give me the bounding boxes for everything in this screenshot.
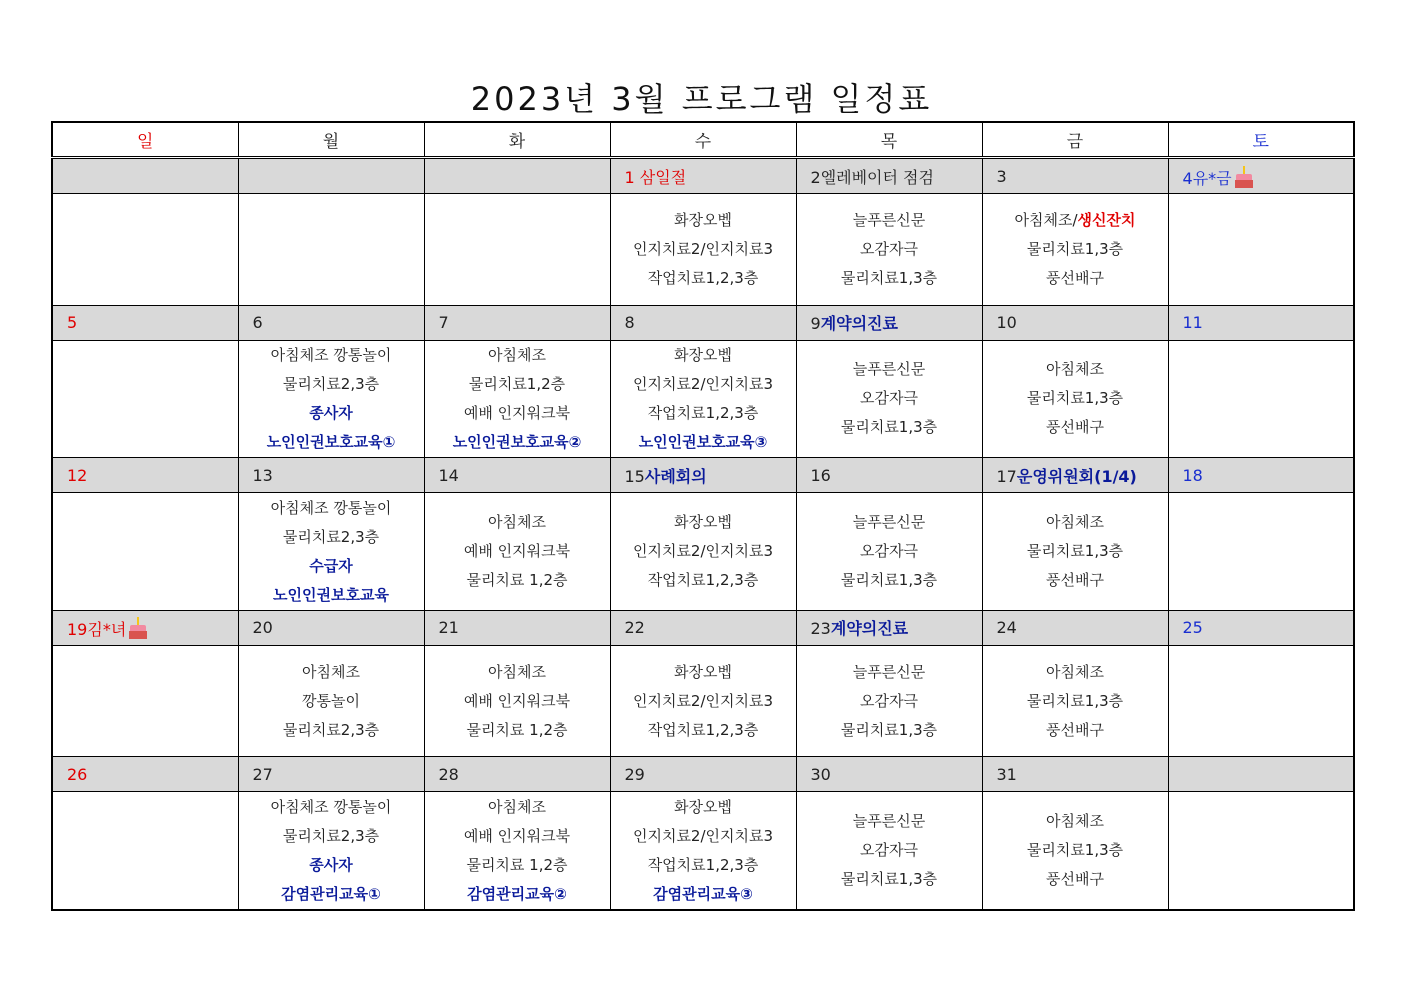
date-cell-6: 6 — [238, 305, 424, 340]
program-item: 물리치료1,3층 — [840, 720, 938, 739]
week4-date-row — [52, 610, 1354, 645]
program-item: 풍선배구 — [1046, 720, 1104, 739]
program-item: 늘푸른신문 — [852, 210, 926, 229]
program-item: 깡통놀이 — [302, 691, 360, 710]
date-cell-30: 30 — [796, 757, 982, 792]
event-label: 사례회의 — [644, 466, 707, 486]
program-item-highlight: 수급자 — [309, 556, 353, 575]
content-cell-27 — [238, 792, 424, 910]
weekday-wed: 수 — [610, 122, 796, 158]
program-item: 작업치료1,2,3층 — [647, 720, 759, 739]
program-item: 인지치료2/인지치료3 — [632, 542, 774, 560]
content-cell-1 — [610, 194, 796, 305]
content-cell-empty — [52, 194, 238, 305]
program-item: 작업치료1,2,3층 — [647, 571, 759, 589]
program-item: 인지치료2/인지치료3 — [632, 239, 774, 258]
program-item: 아침체조 — [488, 513, 546, 531]
program-text: 아침체조/ — [1014, 210, 1078, 229]
event-label: 운영위원회(1/4) — [1016, 466, 1137, 486]
program-item: 물리치료1,3층 — [1026, 389, 1124, 408]
date-cell-5: 5 — [52, 305, 238, 340]
birthday-party-label: 생신잔치 — [1077, 210, 1136, 229]
program-item: 물리치료2,3층 — [282, 720, 380, 739]
program-item: 아침체조 — [488, 345, 546, 364]
content-cell-24 — [982, 645, 1168, 756]
event-label: 계약의진료 — [820, 314, 898, 334]
program-item: 물리치료 1,2층 — [466, 720, 568, 739]
program-item-highlight: 노인인권보호교육③ — [638, 432, 768, 451]
content-cell-16 — [796, 493, 982, 610]
program-item: 아침체조 깡통놀이 — [270, 797, 392, 816]
date-cell-29: 29 — [610, 757, 796, 792]
date-number: 15 — [624, 466, 645, 486]
date-number: 19 — [67, 620, 88, 640]
date-cell-15 — [610, 458, 796, 493]
content-cell-14 — [424, 493, 610, 610]
date-cell-2 — [796, 158, 982, 194]
program-item: 예배 인지워크북 — [463, 542, 571, 560]
program-item-highlight: 노인인권보호교육 — [273, 585, 389, 604]
weekday-mon: 월 — [238, 122, 424, 158]
content-cell-15 — [610, 493, 796, 610]
content-cell-4 — [1168, 194, 1354, 305]
program-item: 늘푸른신문 — [852, 360, 926, 379]
date-cell-24: 24 — [982, 610, 1168, 645]
program-item: 물리치료1,3층 — [1026, 691, 1124, 710]
program-item-highlight: 감염관리교육① — [281, 884, 381, 903]
program-item-highlight: 노인인권보호교육② — [452, 432, 582, 451]
schedule-calendar — [51, 121, 1355, 911]
date-cell-28: 28 — [424, 757, 610, 792]
birthday-cake-icon — [128, 615, 148, 639]
date-cell-11: 11 — [1168, 305, 1354, 340]
content-cell-26 — [52, 792, 238, 910]
date-cell-16: 16 — [796, 458, 982, 493]
content-cell-6 — [238, 340, 424, 457]
program-item: 물리치료1,3층 — [1026, 239, 1124, 258]
date-cell-22: 22 — [610, 610, 796, 645]
content-cell-31 — [982, 792, 1168, 910]
date-cell-21: 21 — [424, 610, 610, 645]
program-item: 물리치료2,3층 — [282, 826, 380, 845]
program-item: 물리치료 1,2층 — [466, 855, 568, 874]
program-item: 물리치료1,3층 — [1026, 841, 1124, 860]
program-item-highlight: 노인인권보호교육① — [266, 432, 396, 451]
date-cell-empty — [52, 158, 238, 194]
program-item: 아침체조 — [302, 662, 360, 681]
week2-content-row — [52, 340, 1354, 457]
birthday-label: 김*녀 — [87, 620, 127, 640]
date-number: 3 — [996, 166, 1007, 186]
content-cell-5 — [52, 340, 238, 457]
program-item: 물리치료1,3층 — [840, 418, 938, 437]
content-cell-22 — [610, 645, 796, 756]
event-label: 계약의진료 — [830, 619, 909, 639]
week1-date-row — [52, 158, 1354, 194]
program-item-highlight: 감염관리교육③ — [653, 884, 753, 903]
program-item: 예배 인지워크북 — [463, 403, 571, 422]
weekday-fri: 금 — [982, 122, 1168, 158]
content-cell-28 — [424, 792, 610, 910]
program-item: 인지치료2/인지치료3 — [632, 826, 774, 845]
program-item: 물리치료2,3층 — [282, 374, 380, 393]
program-item: 화장오벱 — [674, 797, 732, 816]
content-cell-7 — [424, 340, 610, 457]
program-item: 화장오벱 — [674, 513, 732, 531]
program-item: 풍선배구 — [1046, 418, 1104, 437]
program-item: 화장오벱 — [674, 210, 732, 229]
date-number: 4 — [1182, 168, 1193, 188]
page-title: 2023년 3월 프로그램 일정표 — [470, 80, 933, 118]
weekday-sat: 토 — [1168, 122, 1354, 158]
content-cell-18 — [1168, 493, 1354, 610]
birthday-label: 유*금 — [1192, 168, 1232, 188]
program-item: 아침체조 — [1046, 513, 1104, 531]
week5-date-row — [52, 757, 1354, 792]
program-item: 인지치료2/인지치료3 — [632, 691, 774, 710]
content-cell-30 — [796, 792, 982, 910]
program-item: 아침체조 — [1046, 812, 1104, 831]
week5-content-row — [52, 792, 1354, 910]
date-cell-7: 7 — [424, 305, 610, 340]
program-item: 물리치료1,3층 — [1026, 542, 1124, 560]
weekday-sun: 일 — [52, 122, 238, 158]
date-number: 2 — [810, 167, 821, 187]
program-item: 아침체조 깡통놀이 — [270, 345, 392, 364]
program-item: 오감자극 — [860, 239, 918, 258]
program-item: 작업치료1,2,3층 — [647, 855, 759, 874]
week3-date-row — [52, 458, 1354, 493]
date-cell-8: 8 — [610, 305, 796, 340]
program-item: 늘푸른신문 — [852, 513, 926, 531]
date-cell-23 — [796, 610, 982, 645]
content-cell-empty — [238, 194, 424, 305]
content-cell-25 — [1168, 645, 1354, 756]
content-cell-10 — [982, 340, 1168, 457]
date-cell-20: 20 — [238, 610, 424, 645]
date-cell-3 — [982, 158, 1168, 194]
date-number: 1 — [624, 167, 635, 187]
program-item: 풍선배구 — [1046, 268, 1104, 287]
date-cell-18: 18 — [1168, 458, 1354, 493]
program-item: 아침체조 깡통놀이 — [270, 498, 392, 517]
content-cell-17 — [982, 493, 1168, 610]
content-cell-2 — [796, 194, 982, 305]
content-cell-13 — [238, 493, 424, 610]
date-cell-4 — [1168, 158, 1354, 194]
content-cell-21 — [424, 645, 610, 756]
program-item: 물리치료1,3층 — [840, 571, 938, 589]
program-item: 화장오벱 — [674, 345, 732, 364]
program-item: 물리치료1,3층 — [840, 268, 938, 287]
date-cell-14: 14 — [424, 458, 610, 493]
week3-content-row — [52, 493, 1354, 610]
program-item — [983, 206, 1168, 235]
program-item: 아침체조 — [488, 797, 546, 816]
program-item-highlight: 감염관리교육② — [467, 884, 567, 903]
program-item: 예배 인지워크북 — [463, 826, 571, 845]
date-cell-empty — [238, 158, 424, 194]
program-item: 물리치료1,2층 — [468, 374, 566, 393]
program-item: 풍선배구 — [1046, 571, 1104, 589]
weekday-thu: 목 — [796, 122, 982, 158]
program-item: 오감자극 — [860, 389, 918, 408]
program-item: 작업치료1,2,3층 — [647, 403, 759, 422]
week2-date-row — [52, 305, 1354, 340]
content-cell-9 — [796, 340, 982, 457]
date-cell-12: 12 — [52, 458, 238, 493]
birthday-cake-icon — [1234, 164, 1254, 188]
program-item: 아침체조 — [1046, 662, 1104, 681]
program-item: 오감자극 — [860, 691, 918, 710]
program-item-highlight: 종사자 — [309, 403, 353, 422]
program-item: 늘푸른신문 — [852, 812, 926, 831]
weekday-tue: 화 — [424, 122, 610, 158]
program-item: 예배 인지워크북 — [463, 691, 571, 710]
program-item: 풍선배구 — [1046, 870, 1104, 889]
program-item: 오감자극 — [860, 841, 918, 860]
date-cell-19 — [52, 610, 238, 645]
program-item-highlight: 종사자 — [309, 855, 353, 874]
date-number: 23 — [810, 619, 831, 639]
event-label: 엘레베이터 점검 — [820, 167, 934, 187]
program-item: 아침체조 — [1046, 360, 1104, 379]
content-cell-11 — [1168, 340, 1354, 457]
program-item: 인지치료2/인지치료3 — [632, 374, 774, 393]
content-cell-empty — [1168, 792, 1354, 910]
content-cell-3 — [982, 194, 1168, 305]
program-item: 오감자극 — [860, 542, 918, 560]
date-cell-26: 26 — [52, 757, 238, 792]
program-item: 화장오벱 — [674, 662, 732, 681]
content-cell-29 — [610, 792, 796, 910]
date-cell-9 — [796, 305, 982, 340]
date-cell-empty — [424, 158, 610, 194]
program-item: 물리치료 1,2층 — [466, 571, 568, 589]
week1-content-row — [52, 194, 1354, 305]
date-cell-empty — [1168, 757, 1354, 792]
content-cell-23 — [796, 645, 982, 756]
date-cell-13: 13 — [238, 458, 424, 493]
content-cell-19 — [52, 645, 238, 756]
holiday-label: 삼일절 — [639, 167, 687, 187]
date-cell-27: 27 — [238, 757, 424, 792]
date-cell-25: 25 — [1168, 610, 1354, 645]
program-item: 작업치료1,2,3층 — [647, 268, 759, 287]
week4-content-row — [52, 645, 1354, 756]
content-cell-empty — [424, 194, 610, 305]
program-item: 아침체조 — [488, 662, 546, 681]
date-cell-10: 10 — [982, 305, 1168, 340]
program-item: 늘푸른신문 — [852, 662, 926, 681]
date-cell-1 — [610, 158, 796, 194]
date-cell-17 — [982, 458, 1168, 493]
program-item: 물리치료2,3층 — [282, 527, 380, 546]
date-number: 9 — [810, 314, 821, 334]
content-cell-20 — [238, 645, 424, 756]
content-cell-12 — [52, 493, 238, 610]
program-item: 물리치료1,3층 — [840, 870, 938, 889]
content-cell-8 — [610, 340, 796, 457]
weekday-header-row — [52, 122, 1354, 158]
date-cell-31: 31 — [982, 757, 1168, 792]
date-number: 17 — [996, 466, 1017, 486]
